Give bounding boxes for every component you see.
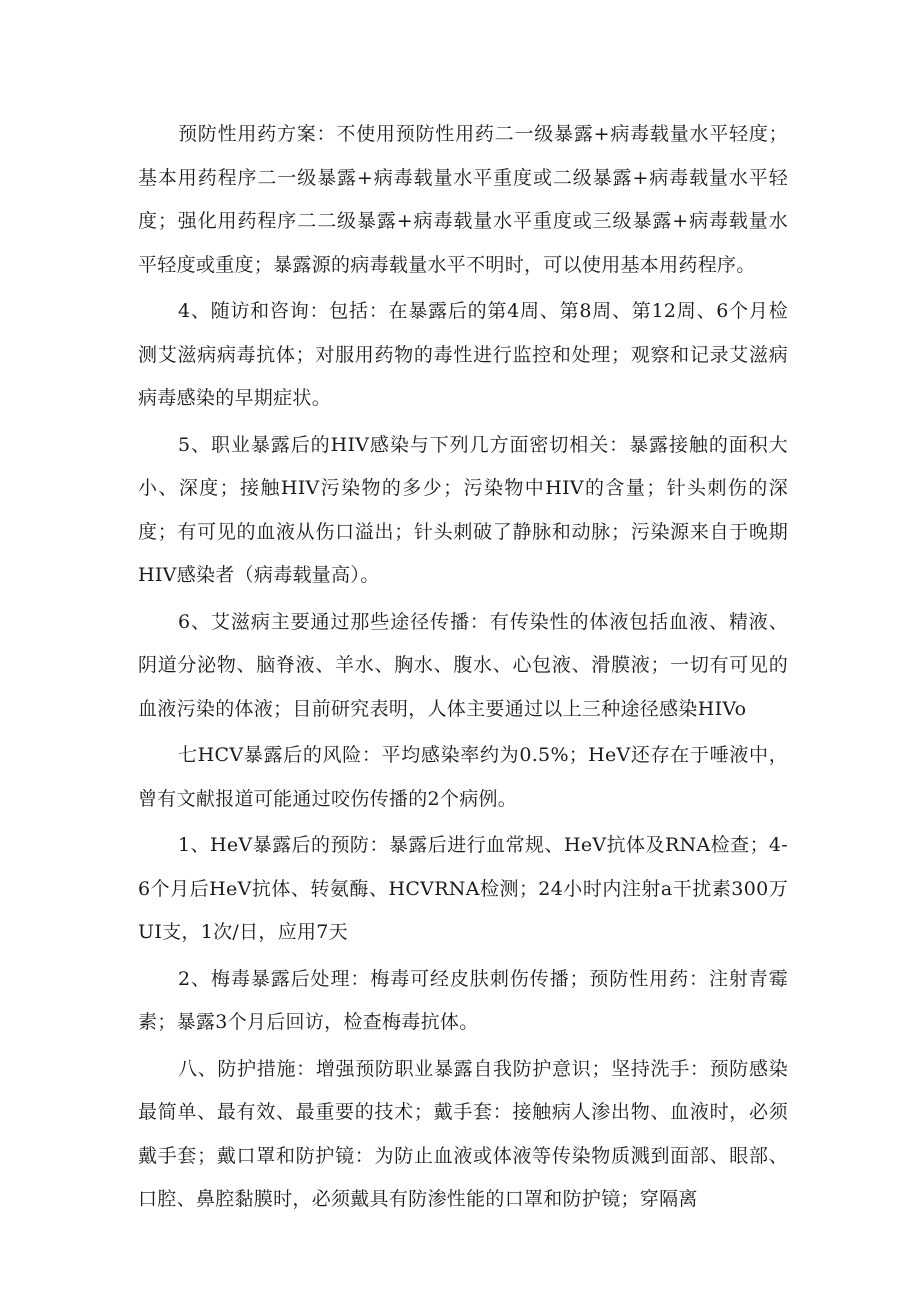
paragraph-syphilis: 2、梅毒暴露后处理：梅毒可经皮肤刺伤传播；预防性用药：注射青霉素；暴露3个月后回访，检查梅毒抗体。 [138, 967, 788, 1033]
paragraph-hcv-prevention: 1、HeV暴露后的预防：暴露后进行血常规、HeV抗体及RNA检查；4-6个月后HeV抗体、转氨酶、HCVRNA检测；24小时内注射a干扰素300万UI支，1次/日，应用7天 [138, 834, 788, 943]
document-body [138, 113, 788, 1225]
paragraph-prophylaxis-plan: 预防性用药方案：不使用预防性用药二一级暴露+病毒载量水平轻度；基本用药程序二一级暴露+病毒载量水平重度或二级暴露+病毒载量水平轻度；强化用药程序二二级暴露+病毒载量水平重度或三级暴露+病毒载量水平轻度或重度；暴露源的病毒载量水平不明时，可以使用基本用药程序。 [138, 123, 788, 276]
paragraph-follow-up: 4、随访和咨询：包括：在暴露后的第4周、第8周、第12周、6个月检测艾滋病病毒抗体；对服用药物的毒性进行监控和处理；观察和记录艾滋病病毒感染的早期症状。 [138, 300, 788, 409]
paragraph-hiv-risk-factors: 5、职业暴露后的HIV感染与下列几方面密切相关：暴露接触的面积大小、深度；接触HIV污染物的多少；污染物中HIV的含量；针头刺伤的深度；有可见的血液从伤口溢出；针头刺破了静脉和动脉；污染源来自于晚期HIV感染者（病毒载量高）。 [138, 433, 788, 586]
paragraph-protection-measures: 八、防护措施：增强预防职业暴露自我防护意识；坚持洗手：预防感染最简单、最有效、最重要的技术；戴手套：接触病人渗出物、血液时，必须戴手套；戴口罩和防护镜：为防止血液或体液等传染物质溅到面部、眼部、口腔、鼻腔黏膜时，必须戴具有防渗性能的口罩和防护镜；穿隔离 [138, 1057, 788, 1210]
paragraph-transmission-routes: 6、艾滋病主要通过那些途径传播：有传染性的体液包括血液、精液、阴道分泌物、脑脊液、羊水、胸水、腹水、心包液、滑膜液；一切有可见的血液污染的体液；目前研究表明，人体主要通过以上三种途径感染HIVo [138, 610, 788, 720]
paragraph-hcv-risk: 七HCV暴露后的风险：平均感染率约为0.5%；HeV还存在于唾液中，曾有文献报道可能通过咬伤传播的2个病例。 [138, 744, 788, 810]
